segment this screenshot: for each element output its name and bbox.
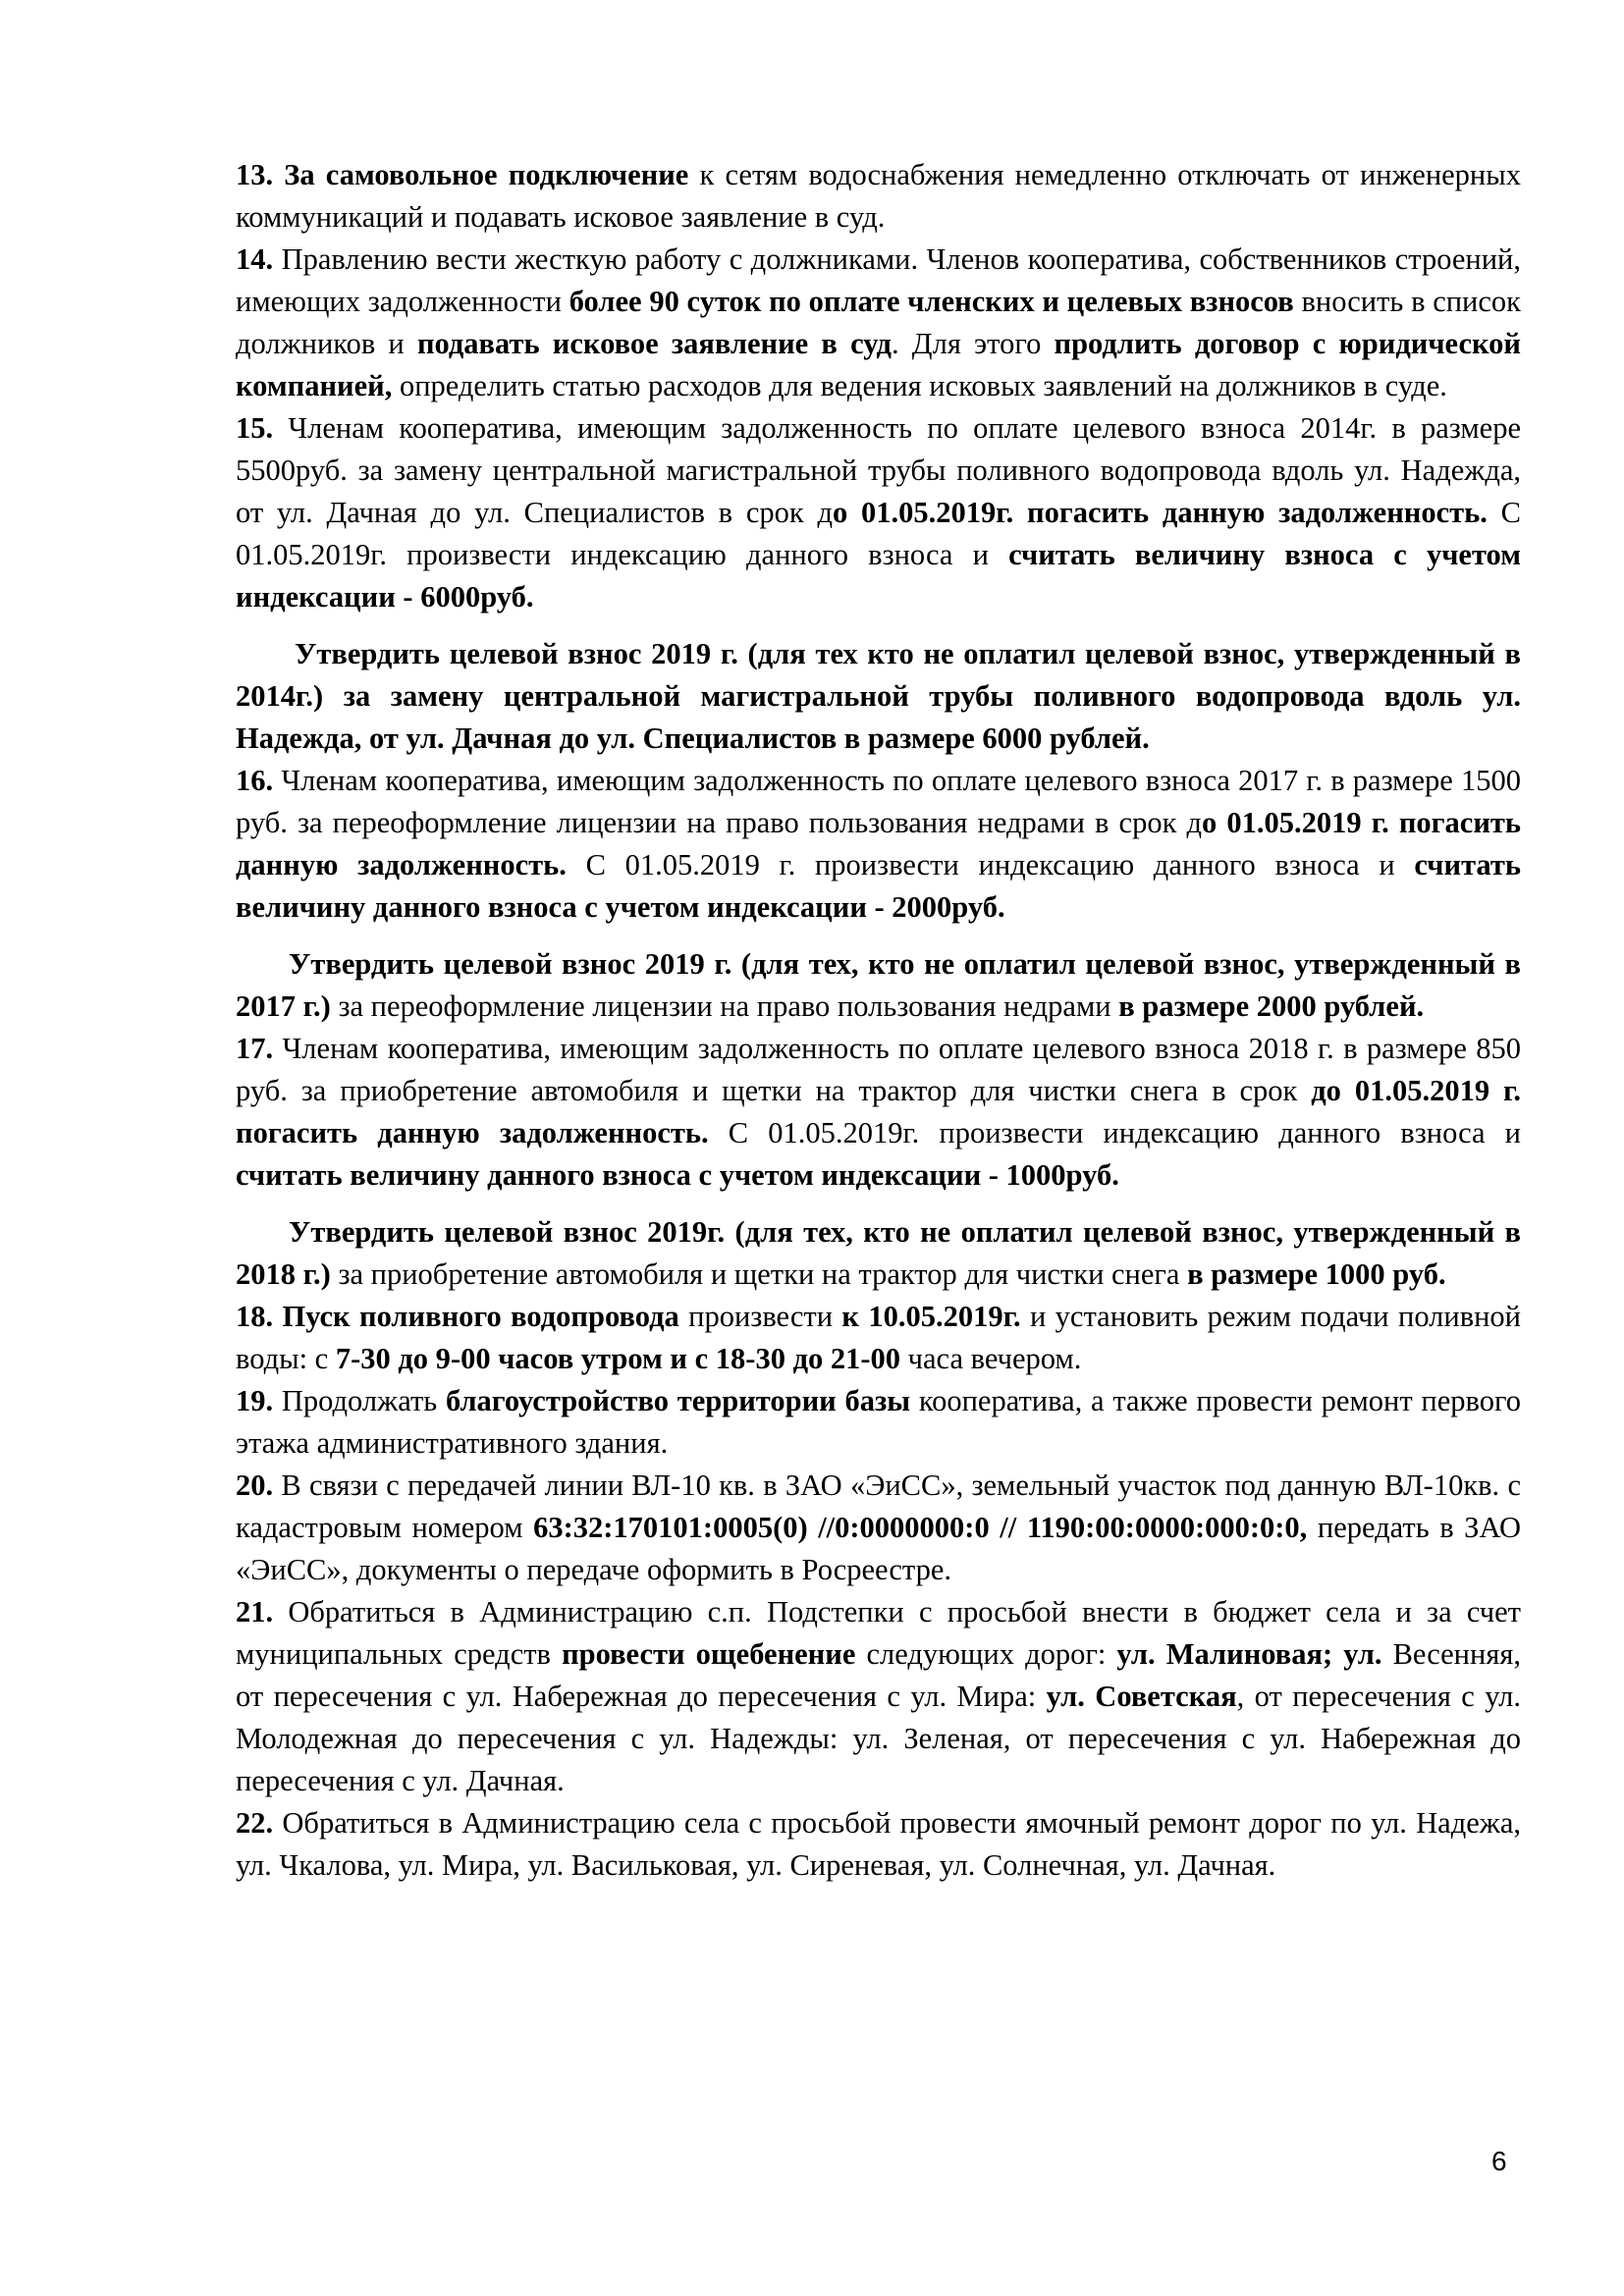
text: определить статью расходов для ведения исковых заявлений на должников в суде.: [392, 369, 1447, 402]
bold-text: Утвердить целевой взнос 2019г. (для тех, кто не оплатил целевой взнос, утвержденный в 2018 г.): [236, 1215, 1521, 1291]
bold-text: о 01.05.2019г. погасить данную задолженность.: [832, 496, 1488, 529]
item-21: [236, 1591, 1521, 1802]
item-number: 15.: [236, 411, 274, 445]
text: за приобретение автомобиля и щетки на трактор для чистки снега: [330, 1257, 1188, 1291]
bold-text: За самовольное подключение: [284, 158, 689, 191]
bold-text: подавать исковое заявление в суд: [416, 327, 892, 360]
text: часа вечером.: [900, 1342, 1082, 1375]
bold-text: продлить договор с юридической компанией,: [236, 327, 1521, 402]
item-17: [236, 1028, 1521, 1197]
item-number: 19.: [236, 1384, 274, 1417]
item-number: 13.: [236, 158, 274, 191]
text: к сетям водоснабжения немедленно отключать от инженерных коммуникаций и подавать исковое заявление в суд.: [236, 158, 1521, 234]
bold-text: 63:32:170101:0005(0) //0:0000000:0 // 1190:00:0000:000:0:0,: [533, 1511, 1308, 1544]
item-number: 18.: [236, 1300, 274, 1333]
item-13: [236, 154, 1521, 239]
item-19: [236, 1380, 1521, 1465]
bold-text: считать величину взноса с учетом индексации - 6000руб.: [236, 538, 1521, 614]
bold-text: Утвердить целевой взнос 2019 г. (для тех кто не оплатил целевой взнос, утвержденный в 2014г.) за замену центральной магистральной трубы поливного водопровода вдоль ул. Надежда, от ул. Дачная до ул. Специалистов в размере 6000 рублей.: [236, 637, 1521, 755]
item-15-approval: [236, 633, 1521, 760]
text: кооператива, а также провести ремонт первого этажа административного здания.: [236, 1384, 1521, 1460]
item-16: [236, 760, 1521, 929]
text: передать в ЗАО «ЭиСС», документы о передаче оформить в Росреестре.: [236, 1511, 1521, 1586]
item-number: 21.: [236, 1595, 274, 1629]
text: и установить режим подачи поливной воды: с: [236, 1300, 1521, 1375]
text: Обратиться в Администрацию села с просьбой провести ямочный ремонт дорог по ул. Надежа, ул. Чкалова, ул. Мира, ул. Васильковая, ул. Сиреневая, ул. Солнечная, ул. Дачная.: [236, 1806, 1521, 1882]
text: Правлению вести жесткую работу с должниками. Членов кооператива, собственников строений, имеющих задолженности: [236, 242, 1521, 318]
bold-text: Утвердить целевой взнос 2019 г. (для тех, кто не оплатил целевой взнос, утвержденный в 2017 г.): [236, 947, 1521, 1023]
text: С 01.05.2019г. произвести индексацию данного взноса и: [236, 496, 1521, 571]
text: Членам кооператива, имеющим задолженность по оплате целевого взноса 2014г. в размере 5500руб. за замену центральной магистральной трубы поливного водопровода вдоль ул. Надежда, от ул. Дачная до ул. Специалистов в срок д: [236, 411, 1521, 529]
text: Членам кооператива, имеющим задолженность по оплате целевого взноса 2018 г. в размере 850 руб. за приобретение автомобиля и щетки на трактор для чистки снега в срок: [236, 1032, 1521, 1107]
bold-text: провести ощебенение: [562, 1637, 856, 1671]
bold-text: считать величину данного взноса с учетом индексации - 1000руб.: [236, 1158, 1119, 1192]
item-16-approval: [236, 943, 1521, 1028]
text: В связи с передачей линии ВЛ-10 кв. в ЗАО «ЭиСС», земельный участок под данную ВЛ-10кв. с кадастровым номером: [236, 1468, 1521, 1544]
item-number: 20.: [236, 1468, 274, 1502]
item-number: 17.: [236, 1032, 274, 1065]
bold-text: в размере 2000 рублей.: [1118, 989, 1425, 1023]
item-number: 14.: [236, 242, 274, 276]
bold-text: ул. Советская: [1046, 1680, 1237, 1713]
text: С 01.05.2019 г. произвести индексацию данного взноса и: [566, 848, 1415, 881]
document-body: [236, 154, 1521, 1887]
item-20: [236, 1465, 1521, 1591]
text: Обратиться в Администрацию с.п. Подстепки с просьбой внести в бюджет села и за счет муниципальных средств: [236, 1595, 1521, 1671]
text: следующих дорог:: [855, 1637, 1117, 1671]
bold-text: благоустройство территории базы: [445, 1384, 911, 1417]
bold-text: 7-30 до 9-00 часов утром и с 18-30 до 21-00: [335, 1342, 901, 1375]
item-18: [236, 1296, 1521, 1380]
bold-text: Пуск поливного водопровода: [273, 1300, 679, 1333]
text: вносить в список должников и: [236, 285, 1521, 360]
bold-text: считать величину данного взноса с учетом индексации - 2000руб.: [236, 848, 1522, 924]
text: произвести: [678, 1300, 842, 1333]
text: за переоформление лицензии на право пользования недрами: [330, 989, 1119, 1023]
text: Продолжать: [273, 1384, 446, 1417]
bold-text: ул. Малиновая; ул.: [1116, 1637, 1382, 1671]
item-17-approval: [236, 1211, 1521, 1296]
bold-text: к 10.05.2019г.: [841, 1300, 1021, 1333]
item-number: 22.: [236, 1806, 274, 1840]
bold-text: в размере 1000 руб.: [1187, 1257, 1446, 1291]
text: С 01.05.2019г. произвести индексацию данного взноса и: [708, 1116, 1521, 1149]
item-22: [236, 1802, 1521, 1887]
item-15: [236, 407, 1521, 618]
text: , от пересечения с ул. Молодежная до пересечения с ул. Надежды: ул. Зеленая, от пересечения с ул. Набережная до пересечения с ул. Дачная.: [236, 1680, 1521, 1797]
bold-text: о 01.05.2019 г. погасить данную задолженность.: [236, 806, 1522, 881]
bold-text: до 01.05.2019 г. погасить данную задолженность.: [236, 1074, 1522, 1149]
bold-text: более 90 суток по оплате членских и целевых взносов: [568, 285, 1294, 318]
item-number: 16.: [236, 764, 274, 797]
item-14: [236, 239, 1521, 407]
text: Весенняя, от пересечения с ул. Набережная до пересечения с ул. Мира:: [236, 1637, 1522, 1713]
page-number: 6: [1491, 2146, 1507, 2176]
text: Членам кооператива, имеющим задолженность по оплате целевого взноса 2017 г. в размере 1500 руб. за переоформление лицензии на право пользования недрами в срок д: [236, 764, 1521, 839]
text: . Для этого: [891, 327, 1055, 360]
